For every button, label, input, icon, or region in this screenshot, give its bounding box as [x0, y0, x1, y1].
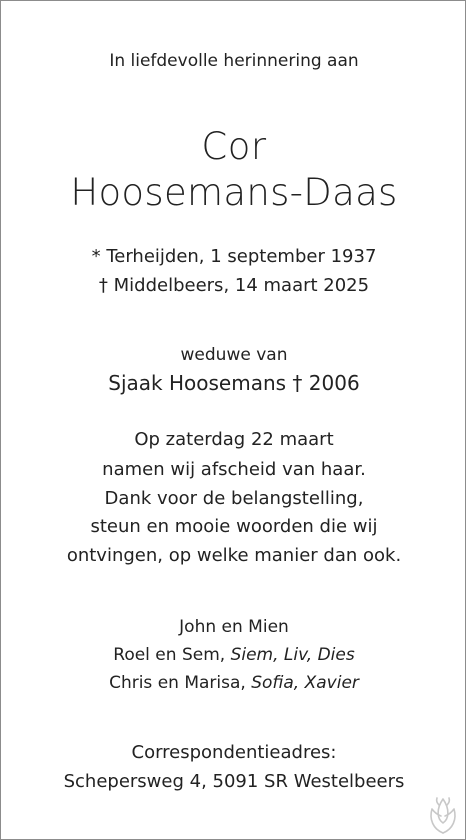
- family-names: Roel en Sem,: [113, 645, 231, 665]
- message-line: Dank voor de belangstelling,: [104, 488, 364, 509]
- family-names: John en Mien: [179, 617, 289, 637]
- widow-label: weduwe van: [180, 345, 288, 365]
- message-line: Op zaterdag 22 maart: [134, 429, 334, 450]
- birth-line: * Terheijden, 1 september 1937: [91, 246, 377, 267]
- correspondence-label: Correspondentieadres:: [131, 742, 337, 763]
- death-line: † Middelbeers, 14 maart 2025: [98, 275, 370, 296]
- family-line: [1, 645, 466, 665]
- family-names: Chris en Marisa,: [109, 673, 252, 693]
- correspondence-address: Schepersweg 4, 5091 SR Westelbeers: [63, 771, 405, 792]
- message-line: namen wij afscheid van haar.: [102, 459, 366, 480]
- grandchildren-names: Sofia, Xavier: [251, 673, 359, 693]
- grandchildren-names: Siem, Liv, Dies: [230, 645, 355, 665]
- widow-name: Sjaak Hoosemans † 2006: [108, 371, 360, 395]
- family-line: [1, 617, 466, 637]
- message-line: ontvingen, op welke manier dan ook.: [66, 545, 402, 566]
- first-name: Cor: [201, 125, 267, 168]
- tulip-logo-icon: [425, 793, 461, 837]
- family-line: [1, 673, 466, 693]
- intro-text: In liefdevolle herinnering aan: [109, 51, 359, 71]
- message-line: steun en mooie woorden die wij: [90, 516, 378, 537]
- full-name: Hoosemans-Daas: [70, 171, 398, 214]
